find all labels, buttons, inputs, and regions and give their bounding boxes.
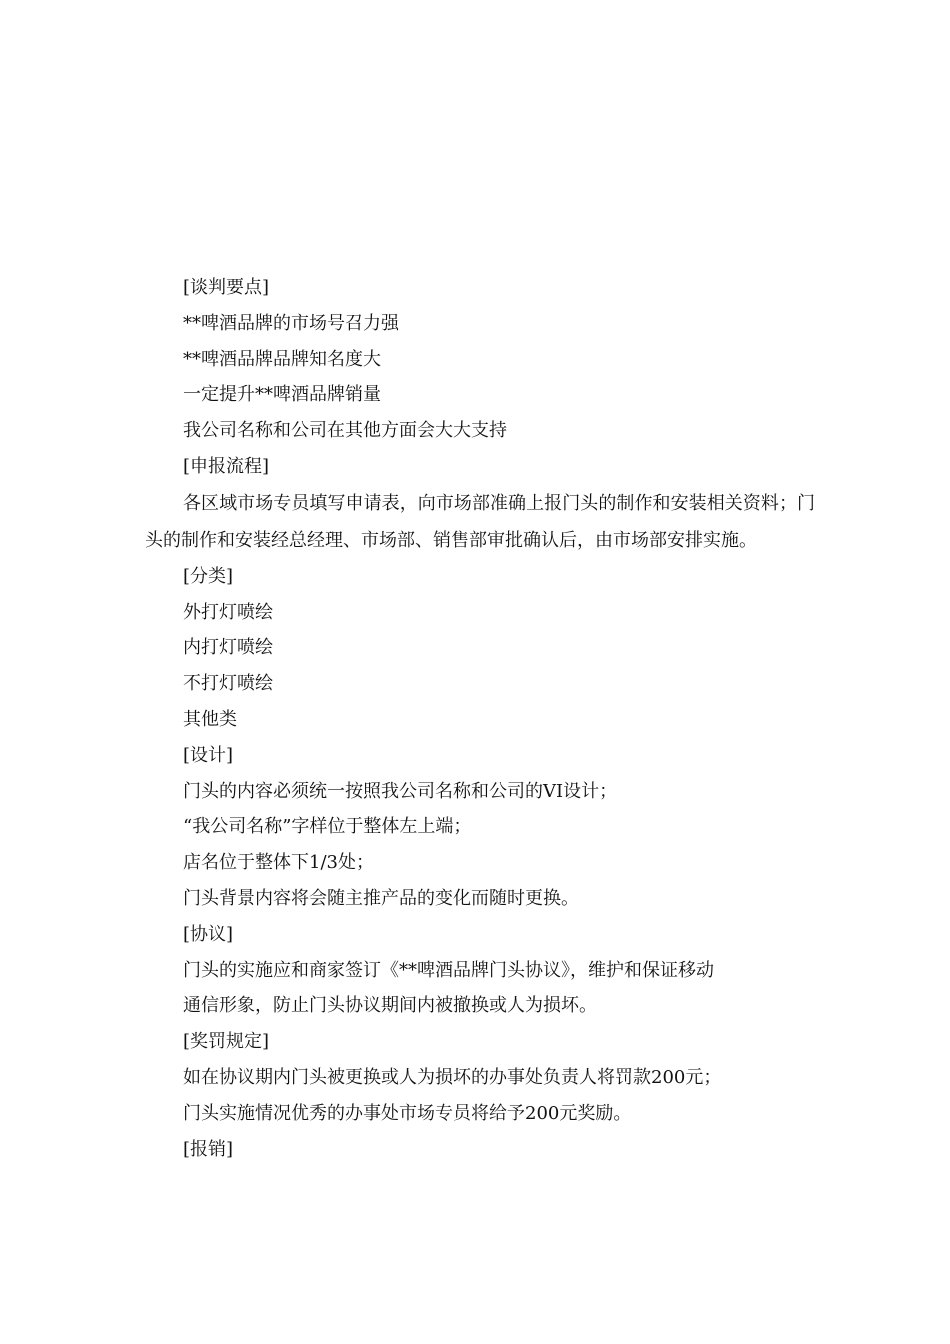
body-line: **啤酒品牌品牌知名度大 — [183, 348, 381, 370]
body-line: 如在协议期内门头被更换或人为损坏的办事处负责人将罚款200元； — [183, 1066, 722, 1088]
body-line: “我公司名称”字样位于整体左上端； — [183, 816, 472, 838]
section-heading-agreement: [协议] — [183, 923, 234, 945]
body-line: 不打灯喷绘 — [183, 673, 273, 695]
section-heading-reimbursement: [报销] — [183, 1138, 234, 1160]
body-line: 内打灯喷绘 — [183, 637, 273, 659]
body-line: 店名位于整体下1/3处； — [183, 852, 374, 874]
body-line: 门头的实施应和商家签订《**啤酒品牌门头协议》，维护和保证移动 — [183, 959, 714, 981]
body-paragraph: 各区域市场专员填写申请表，向市场部准确上报门头的制作和安装相关资料；门头的制作和安装经总经理、市场部、销售部审批确认后，由市场部安排实施。 — [145, 492, 815, 551]
body-line: 通信形象，防止门头协议期间内被撤换或人为损坏。 — [183, 995, 597, 1017]
section-heading-design: [设计] — [183, 744, 234, 766]
body-line: 外打灯喷绘 — [183, 601, 273, 623]
body-line: 其他类 — [183, 708, 237, 730]
section-heading-rewards-penalties: [奖罚规定] — [183, 1031, 270, 1053]
body-line: 门头实施情况优秀的办事处市场专员将给予200元奖励。 — [183, 1102, 632, 1124]
section-heading-categories: [分类] — [183, 565, 234, 587]
body-line: 一定提升**啤酒品牌销量 — [183, 384, 381, 406]
body-line: 我公司名称和公司在其他方面会大大支持 — [183, 420, 507, 442]
body-line: 门头的内容必须统一按照我公司名称和公司的VI设计； — [183, 780, 618, 802]
body-line: 门头背景内容将会随主推产品的变化而随时更换。 — [183, 887, 579, 909]
section-heading-application-process: [申报流程] — [183, 455, 270, 477]
section-heading-negotiation: [谈判要点] — [183, 277, 270, 298]
body-line: **啤酒品牌的市场号召力强 — [183, 312, 399, 334]
document-body — [145, 270, 815, 1167]
